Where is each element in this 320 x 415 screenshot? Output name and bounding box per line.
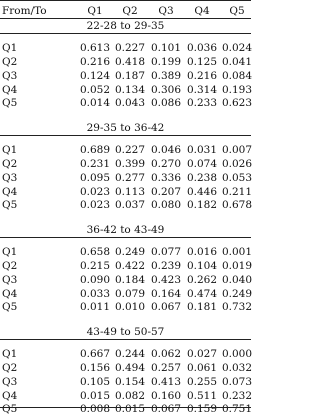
table-cell: 0.658 — [79, 246, 111, 258]
table-cell: 0.077 — [150, 246, 182, 258]
table-cell: 0.262 — [186, 274, 218, 286]
table-cell: 0.187 — [114, 70, 146, 82]
table-cell: 0.249 — [114, 246, 146, 258]
row-label: Q5 — [2, 97, 18, 109]
table-cell: 0.389 — [150, 70, 182, 82]
table-cell: 0.046 — [150, 144, 182, 156]
table-cell: 0.001 — [221, 246, 253, 258]
table-cell: 0.678 — [221, 199, 253, 211]
section-title: 36-42 to 43-49 — [86, 224, 165, 236]
header-rule — [0, 18, 251, 19]
table-cell: 0.211 — [221, 186, 253, 198]
table-cell: 0.101 — [150, 42, 182, 54]
table-cell: 0.227 — [114, 42, 146, 54]
row-label: Q2 — [2, 362, 18, 374]
table-cell: 0.156 — [79, 362, 111, 374]
table-cell: 0.084 — [221, 70, 253, 82]
section-title-rule — [0, 339, 251, 340]
table-cell: 0.007 — [221, 144, 253, 156]
table-cell: 0.182 — [186, 199, 218, 211]
table-cell: 0.019 — [221, 260, 253, 272]
table-cell: 0.023 — [79, 186, 111, 198]
table-cell: 0.233 — [186, 97, 218, 109]
table-cell: 0.667 — [79, 348, 111, 360]
row-label: Q2 — [2, 158, 18, 170]
row-label: Q1 — [2, 246, 18, 258]
table-cell: 0.238 — [186, 172, 218, 184]
table-cell: 0.124 — [79, 70, 111, 82]
table-cell: 0.159 — [186, 403, 218, 415]
table-cell: 0.011 — [79, 301, 111, 313]
table-cell: 0.277 — [114, 172, 146, 184]
table-cell: 0.306 — [150, 84, 182, 96]
table-cell: 0.040 — [221, 274, 253, 286]
table-cell: 0.216 — [79, 56, 111, 68]
table-cell: 0.494 — [114, 362, 146, 374]
table-cell: 0.732 — [221, 301, 253, 313]
table-cell: 0.689 — [79, 144, 111, 156]
table-cell: 0.239 — [150, 260, 182, 272]
table-cell: 0.474 — [186, 288, 218, 300]
table-cell: 0.134 — [114, 84, 146, 96]
row-label: Q1 — [2, 348, 18, 360]
column-header-q2: Q2 — [122, 5, 138, 17]
section-title-rule — [0, 33, 251, 34]
table-cell: 0.008 — [79, 403, 111, 415]
top-rule — [0, 0, 251, 1]
table-cell: 0.255 — [186, 376, 218, 388]
column-header-q5: Q5 — [229, 5, 245, 17]
table-cell: 0.000 — [221, 348, 253, 360]
table-cell: 0.074 — [186, 158, 218, 170]
row-label: Q3 — [2, 172, 18, 184]
table-cell: 0.037 — [114, 199, 146, 211]
table-cell: 0.249 — [221, 288, 253, 300]
table-cell: 0.010 — [114, 301, 146, 313]
table-cell: 0.216 — [186, 70, 218, 82]
table-cell: 0.164 — [150, 288, 182, 300]
table-cell: 0.082 — [114, 390, 146, 402]
row-label: Q4 — [2, 390, 18, 402]
table-cell: 0.023 — [79, 199, 111, 211]
table-cell: 0.073 — [221, 376, 253, 388]
column-header-q4: Q4 — [194, 5, 210, 17]
table-cell: 0.193 — [221, 84, 253, 96]
table-cell: 0.043 — [114, 97, 146, 109]
table-cell: 0.446 — [186, 186, 218, 198]
table-cell: 0.032 — [221, 362, 253, 374]
table-cell: 0.623 — [221, 97, 253, 109]
table-cell: 0.031 — [186, 144, 218, 156]
table-cell: 0.244 — [114, 348, 146, 360]
table-cell: 0.160 — [150, 390, 182, 402]
bottom-rule — [0, 407, 251, 408]
section-title-rule — [0, 135, 251, 136]
row-label: Q2 — [2, 56, 18, 68]
table-cell: 0.154 — [114, 376, 146, 388]
table-cell: 0.105 — [79, 376, 111, 388]
table-cell: 0.067 — [150, 301, 182, 313]
table-cell: 0.015 — [79, 390, 111, 402]
row-label: Q4 — [2, 288, 18, 300]
table-cell: 0.079 — [114, 288, 146, 300]
table-cell: 0.104 — [186, 260, 218, 272]
section-title: 29-35 to 36-42 — [86, 122, 165, 134]
table-cell: 0.422 — [114, 260, 146, 272]
row-label: Q5 — [2, 301, 18, 313]
table-cell: 0.336 — [150, 172, 182, 184]
row-label: Q4 — [2, 186, 18, 198]
table-cell: 0.199 — [150, 56, 182, 68]
table-cell: 0.067 — [150, 403, 182, 415]
table-cell: 0.751 — [221, 403, 253, 415]
table-cell: 0.257 — [150, 362, 182, 374]
table-cell: 0.207 — [150, 186, 182, 198]
row-label: Q3 — [2, 70, 18, 82]
table-cell: 0.015 — [114, 403, 146, 415]
from-to-header: From/To — [2, 5, 47, 17]
row-label: Q3 — [2, 274, 18, 286]
row-label: Q4 — [2, 84, 18, 96]
row-label: Q5 — [2, 403, 18, 415]
table-cell: 0.227 — [114, 144, 146, 156]
table-cell: 0.270 — [150, 158, 182, 170]
table-cell: 0.613 — [79, 42, 111, 54]
table-cell: 0.231 — [79, 158, 111, 170]
table-cell: 0.036 — [186, 42, 218, 54]
table-cell: 0.053 — [221, 172, 253, 184]
table-cell: 0.080 — [150, 199, 182, 211]
row-label: Q1 — [2, 144, 18, 156]
row-label: Q1 — [2, 42, 18, 54]
row-label: Q5 — [2, 199, 18, 211]
table-cell: 0.024 — [221, 42, 253, 54]
table-cell: 0.090 — [79, 274, 111, 286]
table-cell: 0.413 — [150, 376, 182, 388]
column-header-q3: Q3 — [158, 5, 174, 17]
table-cell: 0.062 — [150, 348, 182, 360]
table-cell: 0.511 — [186, 390, 218, 402]
table-cell: 0.061 — [186, 362, 218, 374]
table-cell: 0.113 — [114, 186, 146, 198]
table-cell: 0.125 — [186, 56, 218, 68]
table-cell: 0.016 — [186, 246, 218, 258]
section-title-rule — [0, 237, 251, 238]
table-cell: 0.314 — [186, 84, 218, 96]
table-cell: 0.026 — [221, 158, 253, 170]
table-cell: 0.184 — [114, 274, 146, 286]
table-cell: 0.014 — [79, 97, 111, 109]
table-cell: 0.052 — [79, 84, 111, 96]
table-cell: 0.181 — [186, 301, 218, 313]
table-cell: 0.086 — [150, 97, 182, 109]
section-title: 22-28 to 29-35 — [86, 20, 165, 32]
table-cell: 0.399 — [114, 158, 146, 170]
section-title: 43-49 to 50-57 — [86, 326, 165, 338]
row-label: Q2 — [2, 260, 18, 272]
table-cell: 0.215 — [79, 260, 111, 272]
table-cell: 0.041 — [221, 56, 253, 68]
row-label: Q3 — [2, 376, 18, 388]
table-cell: 0.232 — [221, 390, 253, 402]
table-cell: 0.027 — [186, 348, 218, 360]
table-cell: 0.418 — [114, 56, 146, 68]
table-cell: 0.423 — [150, 274, 182, 286]
table-cell: 0.033 — [79, 288, 111, 300]
column-header-q1: Q1 — [87, 5, 103, 17]
table-cell: 0.095 — [79, 172, 111, 184]
